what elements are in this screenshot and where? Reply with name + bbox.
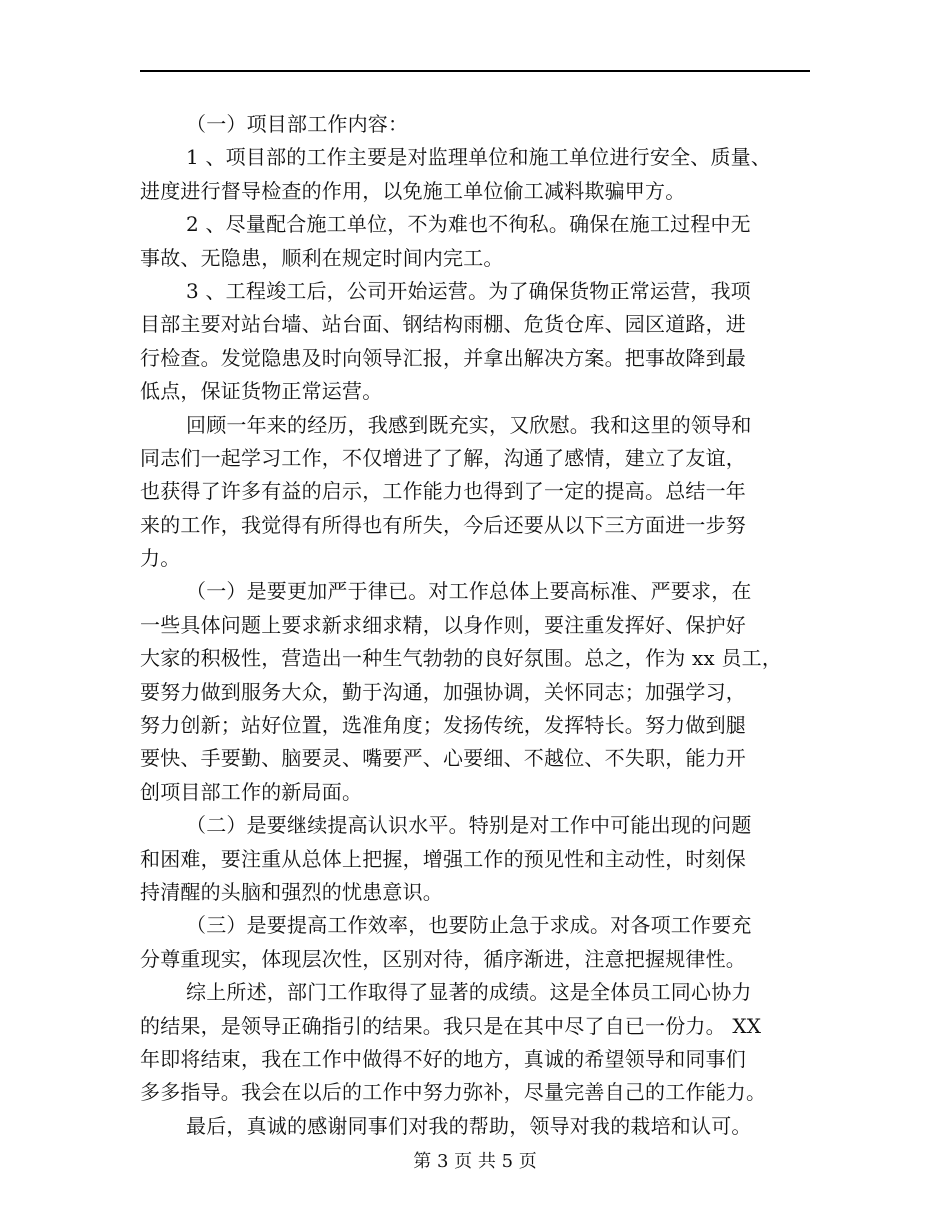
text-line: 3 、工程竣工后，公司开始运营。为了确保货物正常运营，我项 xyxy=(186,278,751,303)
paragraph-item-1 xyxy=(140,141,816,208)
text-line: 低点，保证货物正常运营。 xyxy=(140,379,383,404)
text-line: （三）是要提高工作效率，也要防止急于求成。对各项工作要充 xyxy=(186,913,752,938)
paragraph-closing xyxy=(140,1110,816,1143)
text-line: 持清醒的头脑和强烈的忧患意识。 xyxy=(140,879,443,904)
paragraph-item-3 xyxy=(140,275,816,409)
text-line: 分尊重现实，体现层次性，区别对待，循序渐进，注意把握规律性。 xyxy=(140,946,746,971)
header-rule xyxy=(140,70,810,72)
paragraph-aspect-1 xyxy=(140,575,816,809)
text-line: 也获得了许多有益的启示，工作能力也得到了一定的提高。总结一年 xyxy=(140,479,746,504)
text-line: （一）是要更加严于律已。对工作总体上要高标准、严要求，在 xyxy=(186,579,752,604)
text-line: 年即将结束，我在工作中做得不好的地方，真诚的希望领导和同事们 xyxy=(140,1046,746,1071)
paragraph-work-content-heading xyxy=(140,108,816,141)
text-line: 行检查。发觉隐患及时向领导汇报，并拿出解决方案。把事故降到最 xyxy=(140,345,746,370)
text-line: 2 、尽量配合施工单位，不为难也不徇私。确保在施工过程中无 xyxy=(186,212,751,237)
text-line: 和困难，要注重从总体上把握，增强工作的预见性和主动性，时刻保 xyxy=(140,846,746,871)
text-line: 多多指导。我会在以后的工作中努力弥补，尽量完善自己的工作能力。 xyxy=(140,1080,767,1105)
paragraph-aspect-2 xyxy=(140,809,816,909)
text-line: 来的工作，我觉得有所得也有所失，今后还要从以下三方面进一步努 xyxy=(140,512,746,537)
text-line: 进度进行督导检查的作用，以免施工单位偷工减料欺骗甲方。 xyxy=(140,178,686,203)
text-line: （一）项目部工作内容： xyxy=(186,112,409,136)
paragraph-summary xyxy=(140,976,816,1110)
paragraph-review xyxy=(140,409,816,576)
document-body xyxy=(140,108,816,1143)
text-line: 大家的积极性，营造出一种生气勃勃的良好氛围。总之，作为 xx 员工， xyxy=(140,646,783,671)
text-line: 的结果，是领导正确指引的结果。我只是在其中尽了自已一份力。 XX xyxy=(140,1013,762,1038)
text-line: 同志们一起学习工作，不仅增进了了解，沟通了感情，建立了友谊， xyxy=(140,445,746,470)
page-number: 第 3 页 共 5 页 xyxy=(413,1151,537,1172)
text-line: 创项目部工作的新局面。 xyxy=(140,779,363,804)
paragraph-aspect-3 xyxy=(140,909,816,976)
text-line: 努力创新；站好位置，选准角度；发扬传统，发挥特长。努力做到腿 xyxy=(140,713,746,738)
text-line: 事故、无隐患，顺利在规定时间内完工。 xyxy=(140,245,504,270)
text-line: （二）是要继续提高认识水平。特别是对工作中可能出现的问题 xyxy=(186,813,752,838)
text-line: 要努力做到服务大众，勤于沟通，加强协调，关怀同志；加强学习， xyxy=(140,679,746,704)
text-line: 要快、手要勤、脑要灵、嘴要严、心要细、不越位、不失职，能力开 xyxy=(140,746,746,771)
text-line: 力。 xyxy=(140,546,181,571)
text-line: 1 、项目部的工作主要是对监理单位和施工单位进行安全、质量、 xyxy=(186,145,772,170)
text-line: 回顾一年来的经历，我感到既充实，又欣慰。我和这里的领导和 xyxy=(186,412,752,437)
text-line: 综上所述，部门工作取得了显著的成绩。这是全体员工同心协力 xyxy=(186,980,752,1005)
text-line: 一些具体问题上要求新求细求精，以身作则，要注重发挥好、保护好 xyxy=(140,612,746,637)
text-line: 最后，真诚的感谢同事们对我的帮助，领导对我的栽培和认可。 xyxy=(186,1113,752,1138)
text-line: 目部主要对站台墙、站台面、钢结构雨棚、危货仓库、园区道路，进 xyxy=(140,312,746,337)
paragraph-item-2 xyxy=(140,208,816,275)
